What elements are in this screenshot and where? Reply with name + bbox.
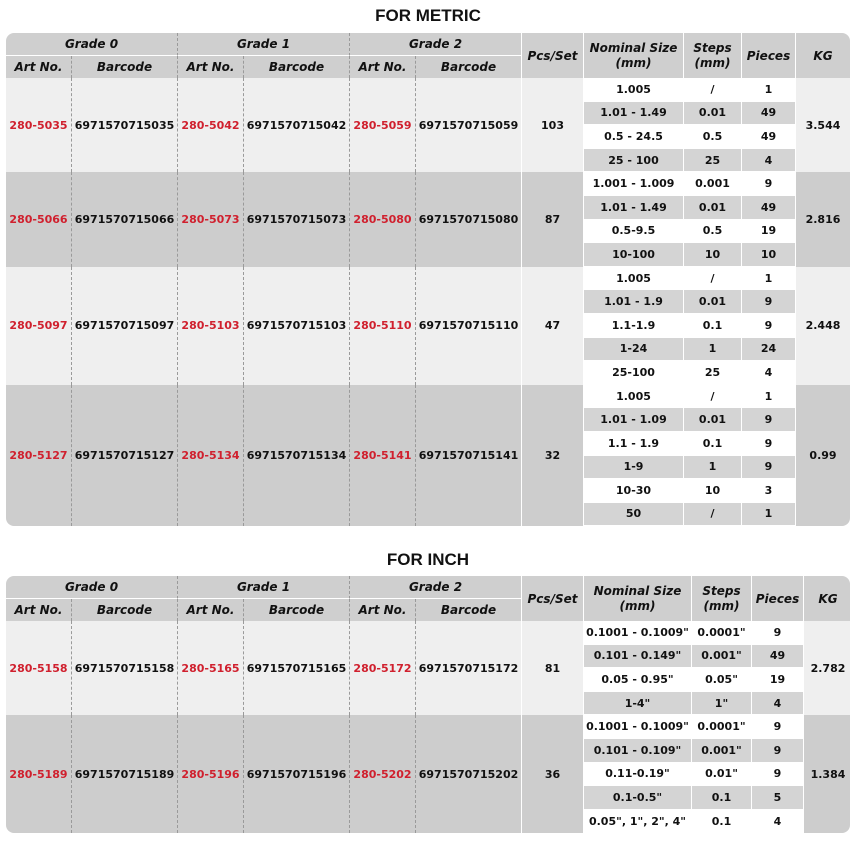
nominal-size-value: 1-9 [584, 456, 684, 480]
steps-value: 0.001" [692, 645, 752, 669]
steps-value: 0.01 [684, 102, 742, 126]
steps-value: 0.001" [692, 739, 752, 763]
barcode-header: Barcode [244, 56, 350, 78]
nominal-size-value: 1.01 - 1.49 [584, 196, 684, 220]
kg-value: 2.448 [796, 267, 850, 385]
nominal-size-value: 1.005 [584, 267, 684, 291]
art-no-header: Art No. [178, 56, 244, 78]
steps-value: 0.01" [692, 763, 752, 787]
nominal-size-value: 25 - 100 [584, 149, 684, 173]
nominal-size-value: 0.5 - 24.5 [584, 125, 684, 149]
barcode-grade-0: 6971570715127 [72, 385, 178, 527]
barcode-header: Barcode [416, 56, 522, 78]
pieces-value: 9 [752, 763, 804, 787]
pieces-value: 10 [742, 243, 796, 267]
art-no-grade-1: 280-5042 [178, 78, 244, 172]
steps-value: 0.5 [684, 125, 742, 149]
barcode-header: Barcode [416, 599, 522, 621]
steps-value: 25 [684, 149, 742, 173]
barcode-grade-0: 6971570715066 [72, 172, 178, 266]
barcode-grade-1: 6971570715073 [244, 172, 350, 266]
table-row [6, 715, 850, 739]
art-no-grade-1: 280-5165 [178, 621, 244, 715]
pcs-set-value: 87 [522, 172, 584, 266]
nominal-size-value: 10-30 [584, 479, 684, 503]
pieces-value: 1 [742, 267, 796, 291]
art-no-grade-0: 280-5097 [6, 267, 72, 385]
pieces-value: 9 [752, 739, 804, 763]
pcs-set-header: Pcs/Set [522, 576, 584, 621]
pcs-set-value: 103 [522, 78, 584, 172]
grade-1-header: Grade 1 [178, 576, 350, 599]
nominal-size-value: 0.101 - 0.109" [584, 739, 692, 763]
art-no-grade-2: 280-5141 [350, 385, 416, 527]
pieces-value: 9 [752, 621, 804, 645]
art-no-grade-0: 280-5066 [6, 172, 72, 266]
metric-table [6, 33, 850, 526]
pieces-value: 9 [742, 314, 796, 338]
steps-value: 0.5 [684, 220, 742, 244]
art-no-grade-2: 280-5172 [350, 621, 416, 715]
kg-value: 2.782 [804, 621, 850, 715]
art-no-grade-1: 280-5196 [178, 715, 244, 833]
steps-value: / [684, 385, 742, 409]
steps-value: 1" [692, 692, 752, 716]
pieces-value: 19 [742, 220, 796, 244]
nominal-size-header: Nominal Size (mm) [584, 33, 684, 78]
steps-value: 25 [684, 361, 742, 385]
barcode-grade-1: 6971570715134 [244, 385, 350, 527]
barcode-header: Barcode [72, 56, 178, 78]
art-no-header: Art No. [178, 599, 244, 621]
kg-value: 2.816 [796, 172, 850, 266]
art-no-grade-2: 280-5202 [350, 715, 416, 833]
nominal-size-value: 0.1001 - 0.1009" [584, 621, 692, 645]
steps-value: 0.1 [684, 314, 742, 338]
nominal-size-value: 0.1001 - 0.1009" [584, 715, 692, 739]
steps-value: 0.01 [684, 290, 742, 314]
art-no-grade-1: 280-5073 [178, 172, 244, 266]
art-no-header: Art No. [350, 599, 416, 621]
nominal-size-value: 1-4" [584, 692, 692, 716]
pcs-set-value: 36 [522, 715, 584, 833]
barcode-grade-2: 6971570715110 [416, 267, 522, 385]
inch-table-wrap [6, 576, 850, 833]
art-no-header: Art No. [350, 56, 416, 78]
art-no-grade-0: 280-5035 [6, 78, 72, 172]
steps-header: Steps (mm) [684, 33, 742, 78]
pieces-value: 5 [752, 786, 804, 810]
barcode-grade-1: 6971570715196 [244, 715, 350, 833]
pieces-value: 9 [742, 408, 796, 432]
kg-value: 0.99 [796, 385, 850, 527]
steps-value: 1 [684, 338, 742, 362]
steps-value: 0.01 [684, 408, 742, 432]
pieces-value: 9 [752, 715, 804, 739]
art-no-grade-0: 280-5158 [6, 621, 72, 715]
steps-value: 0.1 [692, 786, 752, 810]
barcode-grade-1: 6971570715042 [244, 78, 350, 172]
steps-value: 0.001 [684, 172, 742, 196]
table-row [6, 621, 850, 645]
nominal-size-value: 0.5-9.5 [584, 220, 684, 244]
kg-header: KG [804, 576, 850, 621]
steps-value: 10 [684, 479, 742, 503]
art-no-header: Art No. [6, 56, 72, 78]
steps-value: 0.05" [692, 668, 752, 692]
nominal-size-value: 1.01 - 1.9 [584, 290, 684, 314]
pieces-value: 3 [742, 479, 796, 503]
pcs-set-header: Pcs/Set [522, 33, 584, 78]
table-row [6, 172, 850, 196]
nominal-size-value: 1.1 - 1.9 [584, 432, 684, 456]
nominal-size-value: 25-100 [584, 361, 684, 385]
steps-value: / [684, 78, 742, 102]
steps-value: 0.01 [684, 196, 742, 220]
nominal-size-value: 10-100 [584, 243, 684, 267]
metric-table-wrap [6, 33, 850, 526]
nominal-size-value: 0.05", 1", 2", 4" [584, 810, 692, 834]
pieces-value: 1 [742, 78, 796, 102]
nominal-size-header: Nominal Size (mm) [584, 576, 692, 621]
art-no-grade-2: 280-5080 [350, 172, 416, 266]
nominal-size-value: 1.01 - 1.09 [584, 408, 684, 432]
inch-title: FOR INCH [386, 550, 470, 569]
nominal-size-value: 1.005 [584, 385, 684, 409]
nominal-size-value: 0.11-0.19" [584, 763, 692, 787]
nominal-size-value: 1-24 [584, 338, 684, 362]
pieces-value: 4 [742, 149, 796, 173]
kg-header: KG [796, 33, 850, 78]
pcs-set-value: 32 [522, 385, 584, 527]
steps-header: Steps (mm) [692, 576, 752, 621]
pieces-value: 49 [742, 125, 796, 149]
barcode-grade-2: 6971570715141 [416, 385, 522, 527]
nominal-size-value: 1.01 - 1.49 [584, 102, 684, 126]
barcode-grade-0: 6971570715097 [72, 267, 178, 385]
nominal-size-value: 0.101 - 0.149" [584, 645, 692, 669]
art-no-header: Art No. [6, 599, 72, 621]
nominal-size-value: 0.1-0.5" [584, 786, 692, 810]
barcode-grade-1: 6971570715165 [244, 621, 350, 715]
nominal-size-value: 1.1-1.9 [584, 314, 684, 338]
art-no-grade-2: 280-5059 [350, 78, 416, 172]
barcode-grade-0: 6971570715035 [72, 78, 178, 172]
pieces-value: 1 [742, 503, 796, 527]
steps-value: / [684, 267, 742, 291]
pieces-value: 24 [742, 338, 796, 362]
pieces-value: 4 [752, 692, 804, 716]
barcode-grade-2: 6971570715172 [416, 621, 522, 715]
art-no-grade-0: 280-5189 [6, 715, 72, 833]
barcode-grade-1: 6971570715103 [244, 267, 350, 385]
steps-value: 0.1 [684, 432, 742, 456]
pieces-value: 9 [742, 456, 796, 480]
barcode-grade-0: 6971570715158 [72, 621, 178, 715]
table-row [6, 78, 850, 102]
kg-value: 1.384 [804, 715, 850, 833]
art-no-grade-1: 280-5103 [178, 267, 244, 385]
steps-value: 0.1 [692, 810, 752, 834]
barcode-grade-2: 6971570715059 [416, 78, 522, 172]
nominal-size-value: 1.001 - 1.009 [584, 172, 684, 196]
steps-value: 0.0001" [692, 621, 752, 645]
pieces-value: 19 [752, 668, 804, 692]
inch-table [6, 576, 850, 833]
nominal-size-value: 0.05 - 0.95" [584, 668, 692, 692]
pcs-set-value: 47 [522, 267, 584, 385]
steps-value: 0.0001" [692, 715, 752, 739]
barcode-grade-2: 6971570715202 [416, 715, 522, 833]
grade-0-header: Grade 0 [6, 576, 178, 599]
pieces-value: 4 [742, 361, 796, 385]
pieces-value: 49 [752, 645, 804, 669]
barcode-grade-0: 6971570715189 [72, 715, 178, 833]
pcs-set-value: 81 [522, 621, 584, 715]
nominal-size-value: 50 [584, 503, 684, 527]
grade-1-header: Grade 1 [178, 33, 350, 56]
grade-2-header: Grade 2 [350, 576, 522, 599]
pieces-value: 49 [742, 196, 796, 220]
pieces-value: 1 [742, 385, 796, 409]
art-no-grade-0: 280-5127 [6, 385, 72, 527]
pieces-value: 9 [742, 172, 796, 196]
art-no-grade-2: 280-5110 [350, 267, 416, 385]
pieces-value: 9 [742, 432, 796, 456]
table-row [6, 385, 850, 409]
pieces-header: Pieces [742, 33, 796, 78]
barcode-header: Barcode [244, 599, 350, 621]
grade-0-header: Grade 0 [6, 33, 178, 56]
pieces-value: 9 [742, 290, 796, 314]
grade-2-header: Grade 2 [350, 33, 522, 56]
steps-value: / [684, 503, 742, 527]
barcode-grade-2: 6971570715080 [416, 172, 522, 266]
steps-value: 10 [684, 243, 742, 267]
barcode-header: Barcode [72, 599, 178, 621]
pieces-header: Pieces [752, 576, 804, 621]
nominal-size-value: 1.005 [584, 78, 684, 102]
pieces-value: 49 [742, 102, 796, 126]
art-no-grade-1: 280-5134 [178, 385, 244, 527]
kg-value: 3.544 [796, 78, 850, 172]
metric-title: FOR METRIC [375, 6, 481, 25]
pieces-value: 4 [752, 810, 804, 834]
table-row [6, 267, 850, 291]
steps-value: 1 [684, 456, 742, 480]
